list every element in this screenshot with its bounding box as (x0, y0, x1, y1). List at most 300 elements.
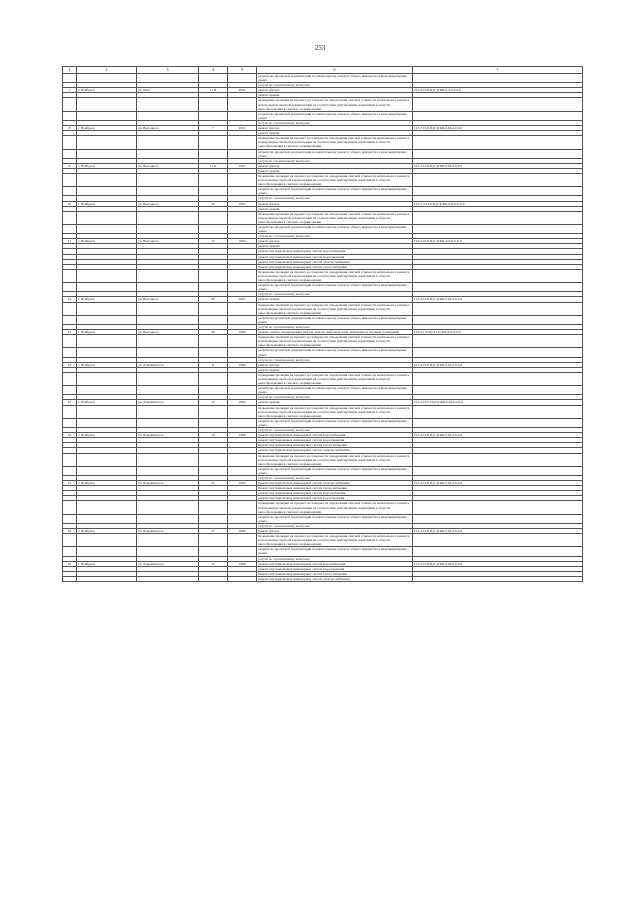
work-cell: услуги по строительному контролю (257, 158, 413, 163)
empty-cell (137, 514, 199, 523)
work-cell: проведение проверки на предмет достоверности определения сметной стоимости капитального ремонта или проверки сметной документации на соответствие действующим нормативам в области ценообразования в сметного нормирования (257, 136, 413, 149)
empty-cell (413, 136, 583, 149)
empty-cell (228, 136, 257, 149)
empty-cell (77, 149, 137, 158)
year-cell: 1988 (228, 433, 257, 438)
city-cell: г. Ноябрьск (77, 481, 137, 486)
empty-cell (137, 335, 199, 348)
empty-cell (413, 576, 583, 581)
empty-cell (137, 315, 199, 324)
table-row (63, 136, 583, 149)
year-cell: 1988 (228, 561, 257, 566)
empty-cell (77, 98, 137, 111)
empty-cell (137, 187, 199, 196)
empty-cell (77, 576, 137, 581)
work-cell: разработка проектной документации на капитальному ремонту общего имущества в многоквартирных домах (257, 111, 413, 120)
work-cell: услуги по строительному контролю (257, 556, 413, 561)
empty-cell (228, 149, 257, 158)
code-cell: П-9-2-П-8-П,[С]СКБ-Л-0-0-0-0-0 (413, 239, 583, 244)
work-cell: услуги по строительному контролю (257, 83, 413, 88)
table-row (63, 283, 583, 292)
work-cell: проведение проверки на предмет достоверности определения сметной стоимости капитального ремонта или проверки сметной документации на соответствие действующим нормативам в области ценообразования в сметного нормирования (257, 405, 413, 418)
empty-cell (413, 372, 583, 385)
header-cell: 4 (199, 67, 228, 74)
empty-cell (228, 173, 257, 186)
year-cell: 1992 (228, 481, 257, 486)
empty-cell (137, 386, 199, 395)
work-cell: ремонт внутридомовых инженерных систем водоотведения (257, 438, 413, 443)
empty-cell (228, 386, 257, 395)
code-cell: П-5-6-П-8-П,[С]СКБ-0-0-0-0-0-0 (413, 88, 583, 93)
empty-cell (137, 453, 199, 466)
city-cell: г. Ноябрьск (77, 239, 137, 244)
empty-cell (137, 418, 199, 427)
table-row (63, 386, 583, 395)
work-cell: Ремонт внутридомовых инженерных систем теплоснабжения (257, 264, 413, 269)
table-row (63, 466, 583, 475)
house-cell: 33 (199, 561, 228, 566)
work-cell: разработка проектной документации на капитальному ремонту общего имущества в многоквартирных домах (257, 386, 413, 395)
work-cell: ремонт крыши (257, 168, 413, 173)
year-cell: 1993 (228, 400, 257, 405)
work-cell: проведение проверки на предмет достоверности определения сметной стоимости капитального ремонта или проверки сметной документации на соответствие действующим нормативам в области ценообразования в сметного нормирования (257, 501, 413, 514)
work-cell: ремонт крыши (257, 131, 413, 136)
empty-cell (137, 372, 199, 385)
work-cell: Ремонт внутридомовых инженерных систем теплоснабжения (257, 443, 413, 448)
city-cell: г. Ноябрьск (77, 433, 137, 438)
work-cell: ремонт внутридомовых инженерных систем электроснабжения (257, 448, 413, 453)
work-cell: Ремонт внутридомовых инженерных систем теплоснабжения (257, 571, 413, 576)
empty-cell (77, 211, 137, 224)
row-number-cell: 18 (63, 529, 77, 534)
table-row (63, 453, 583, 466)
code-cell: П-5-2-П-С-П,[С]СКБ-0-М-0-0-0-0 (413, 400, 583, 405)
empty-cell (63, 418, 77, 427)
work-cell: разработка проектной документации на капитальному ремонту общего имущества в многоквартирных домах (257, 547, 413, 556)
code-cell: П-5-7-2-П-9-П,[С]СКБ-Л-0-0-0-0-0 (413, 201, 583, 206)
code-cell: П-5-7-П-8-П,[С]СКБ-0-М-0-0-0-0 (413, 126, 583, 131)
year-cell: 1994 (228, 239, 257, 244)
street-cell: ул. Высоцкого (137, 201, 199, 206)
empty-cell (199, 501, 228, 514)
work-cell: ремонт внутридомовых инженерных систем водоотведения (257, 566, 413, 571)
header-cell: 3 (137, 67, 199, 74)
work-cell: ремонт крыши (257, 244, 413, 249)
work-cell: ремонт внутридомовых инженерных систем электроснабжения (257, 259, 413, 264)
city-cell: г. Ноябрьск (77, 529, 137, 534)
empty-cell (77, 348, 137, 357)
empty-cell (228, 501, 257, 514)
row-number-cell: 13 (63, 330, 77, 335)
table-row (63, 302, 583, 315)
house-cell: 21 (199, 481, 228, 486)
work-cell: ремонт, замена, модернизация лифтов, ремонт лифтовых шахт, машинных и блочных помещений (257, 330, 413, 335)
row-number-cell: 15 (63, 400, 77, 405)
work-cell: услуги по строительному контролю (257, 475, 413, 480)
empty-cell (413, 348, 583, 357)
work-cell: услуги по строительному контролю (257, 395, 413, 400)
empty-cell (413, 269, 583, 282)
empty-cell (228, 453, 257, 466)
empty-cell (77, 501, 137, 514)
empty-cell (137, 283, 199, 292)
street-cell: ул. Дзержинского (137, 529, 199, 534)
empty-cell (63, 453, 77, 466)
work-cell: услуги по строительному контролю (257, 196, 413, 201)
empty-cell (77, 283, 137, 292)
empty-cell (137, 211, 199, 224)
work-cell: ремонт фасада (257, 88, 413, 93)
table-row (63, 187, 583, 196)
table-row (63, 514, 583, 523)
city-cell: г. Ноябрьск (77, 561, 137, 566)
empty-cell (199, 386, 228, 395)
work-cell: Ремонт внутридомовых инженерных систем теплоснабжения (257, 486, 413, 491)
empty-cell (63, 372, 77, 385)
street-cell: ул. Высоцкого (137, 239, 199, 244)
empty-cell (199, 372, 228, 385)
empty-cell (137, 501, 199, 514)
table-row (63, 269, 583, 282)
empty-cell (413, 547, 583, 556)
work-cell: услуги по строительному контролю (257, 428, 413, 433)
work-cell: разработка проектной документации на капитальному ремонту общего имущества в многоквартирных домах (257, 466, 413, 475)
empty-cell (63, 386, 77, 395)
table-row (63, 547, 583, 556)
empty-cell (137, 348, 199, 357)
house-cell: 36 (199, 330, 228, 335)
work-cell: разработка проектной документации на капитальному ремонту общего имущества в многоквартирных домах (257, 225, 413, 234)
work-cell: услуги по строительному контролю (257, 523, 413, 528)
empty-cell (77, 466, 137, 475)
empty-cell (137, 173, 199, 186)
row-number-cell: 7 (63, 88, 77, 93)
empty-cell (137, 269, 199, 282)
house-cell: 22 (199, 239, 228, 244)
empty-cell (228, 348, 257, 357)
empty-cell (63, 111, 77, 120)
empty-cell (63, 348, 77, 357)
table-row (63, 534, 583, 547)
empty-cell (137, 111, 199, 120)
empty-cell (199, 283, 228, 292)
row-number-cell: 16 (63, 433, 77, 438)
empty-cell (77, 372, 137, 385)
row-number-cell: 17 (63, 481, 77, 486)
empty-cell (63, 501, 77, 514)
work-cell: услуги по строительному контролю (257, 120, 413, 125)
year-cell: 1997 (228, 201, 257, 206)
empty-cell (77, 418, 137, 427)
header-cell: 5 (228, 67, 257, 74)
code-cell: П-5-6-П-8-П,[С]СКБ-0-М-0-0-0-0 (413, 481, 583, 486)
street-cell: ул. Дзержинского (137, 433, 199, 438)
empty-cell (63, 547, 77, 556)
row-number-cell: 11 (63, 239, 77, 244)
city-cell: г. Ноябрьск (77, 163, 137, 168)
empty-cell (413, 283, 583, 292)
city-cell: г. Ноябрьск (77, 400, 137, 405)
year-cell: 1991 (228, 163, 257, 168)
empty-cell (413, 501, 583, 514)
empty-cell (63, 405, 77, 418)
table-row (63, 315, 583, 324)
table-row (63, 372, 583, 385)
work-cell: ремонт внутридомовых инженерных систем водоснабжения (257, 491, 413, 496)
empty-cell (199, 187, 228, 196)
table-row (63, 418, 583, 427)
empty-cell (228, 547, 257, 556)
empty-cell (199, 576, 228, 581)
house-cell: 19 (199, 433, 228, 438)
empty-cell (63, 514, 77, 523)
table-row (63, 501, 583, 514)
empty-cell (137, 149, 199, 158)
empty-cell (63, 136, 77, 149)
table-row (63, 405, 583, 418)
empty-cell (228, 74, 257, 83)
header-row (63, 67, 583, 74)
row-number-cell: 19 (63, 561, 77, 566)
empty-cell (199, 173, 228, 186)
empty-cell (137, 136, 199, 149)
year-cell: 1989 (228, 529, 257, 534)
empty-cell (199, 335, 228, 348)
empty-cell (137, 98, 199, 111)
work-cell: ремонт внутридомовых инженерных систем водоснабжения (257, 433, 413, 438)
empty-cell (77, 173, 137, 186)
empty-cell (63, 283, 77, 292)
work-cell: проведение проверки на предмет достоверности определения сметной стоимости капитального ремонта или проверки сметной документации на соответствие действующим нормативам в области ценообразования в сметного нормирования (257, 372, 413, 385)
year-cell: 1996 (228, 330, 257, 335)
work-cell: проведение проверки на предмет достоверности определения сметной стоимости капитального ремонта или проверки сметной документации на соответствие действующим нормативам в области ценообразования в сметного нормирования (257, 534, 413, 547)
empty-cell (199, 514, 228, 523)
year-cell: 1991 (228, 126, 257, 131)
street-cell: ул. Дзержинского (137, 400, 199, 405)
empty-cell (77, 187, 137, 196)
work-cell: ремонт крыши (257, 297, 413, 302)
empty-cell (228, 335, 257, 348)
header-cell: 7 (413, 67, 583, 74)
work-cell: ремонт фасада (257, 126, 413, 131)
code-cell: П-5-6-П-8-П,[С]СКБ-0-М-0-0-0-0 (413, 297, 583, 302)
row-number-cell: 8 (63, 126, 77, 131)
empty-cell (63, 302, 77, 315)
work-cell: проведение проверки на предмет достоверности определения сметной стоимости капитального ремонта или проверки сметной документации на соответствие действующим нормативам в области ценообразования в сметного нормирования (257, 98, 413, 111)
street-cell: ул. Шев (137, 88, 199, 93)
house-cell: 37 (199, 529, 228, 534)
work-cell: услуги по строительному контролю (257, 357, 413, 362)
code-cell: П-5-7-П-8-П,[С]СКБ-0-М-0-0-0-0 (413, 163, 583, 168)
empty-cell (228, 211, 257, 224)
work-cell: проведение проверки на предмет достоверности определения сметной стоимости капитального ремонта или проверки сметной документации на соответствие действующим нормативам в области ценообразования в сметного нормирования (257, 335, 413, 348)
empty-cell (63, 576, 77, 581)
street-cell: ул. Дзержинского (137, 362, 199, 367)
empty-cell (77, 547, 137, 556)
empty-cell (199, 302, 228, 315)
empty-cell (63, 466, 77, 475)
empty-cell (137, 405, 199, 418)
empty-cell (228, 225, 257, 234)
table-row (63, 211, 583, 224)
empty-cell (413, 225, 583, 234)
work-cell: ремонт крыши (257, 93, 413, 98)
empty-cell (228, 534, 257, 547)
work-cell: разработка проектной документации на капитальному ремонту общего имущества в многоквартирных домах (257, 514, 413, 523)
table-body (63, 67, 583, 582)
work-cell: ремонт внутридомовых инженерных систем водоснабжения (257, 249, 413, 254)
empty-cell (228, 187, 257, 196)
street-cell: ул. Дзержинского (137, 561, 199, 566)
continuation-row (63, 74, 583, 83)
work-cell: разработка проектной документации на капитальному ремонту общего имущества в многоквартирных домах (257, 283, 413, 292)
code-cell: П-9-2-(Эс-0)-0-П,СКБ-Л-0-0-0-0 (413, 330, 583, 335)
empty-cell (413, 315, 583, 324)
street-cell: ул. Высоцкого (137, 330, 199, 335)
empty-cell (413, 453, 583, 466)
house-cell: 28 (199, 297, 228, 302)
work-cell: услуги по строительному контролю (257, 234, 413, 239)
table-row (63, 149, 583, 158)
empty-cell (63, 211, 77, 224)
empty-cell (199, 534, 228, 547)
empty-cell (413, 405, 583, 418)
empty-cell (199, 98, 228, 111)
empty-cell (63, 74, 77, 83)
year-cell: 2002 (228, 88, 257, 93)
empty-cell (63, 98, 77, 111)
year-cell: 1991 (228, 297, 257, 302)
table-row (63, 225, 583, 234)
street-cell: ул. Высоцкого (137, 163, 199, 168)
empty-cell (228, 418, 257, 427)
empty-cell (228, 315, 257, 324)
empty-cell (413, 211, 583, 224)
house-cell: 17 В (199, 88, 228, 93)
work-cell: проведение проверки на предмет достоверности определения сметной стоимости капитального ремонта или проверки сметной документации на соответствие действующим нормативам в области ценообразования в сметного нормирования (257, 173, 413, 186)
empty-cell (199, 225, 228, 234)
empty-cell (199, 418, 228, 427)
empty-cell (228, 269, 257, 282)
house-cell: 11 А (199, 163, 228, 168)
city-cell: г. Ноябрьск (77, 297, 137, 302)
work-cell: разработка проектной документации на капитальному ремонту общего имущества в многоквартирных домах (257, 418, 413, 427)
empty-cell (199, 348, 228, 357)
empty-cell (413, 187, 583, 196)
empty-cell (228, 405, 257, 418)
street-cell: ул. Дзержинского (137, 481, 199, 486)
empty-cell (77, 534, 137, 547)
empty-cell (413, 514, 583, 523)
empty-cell (413, 111, 583, 120)
repair-schedule-table (62, 66, 583, 582)
work-cell: ремонт внутридомовых инженерных систем электроснабжения (257, 576, 413, 581)
table-row (63, 173, 583, 186)
city-cell: г. Ноябрьск (77, 362, 137, 367)
header-cell: 1 (63, 67, 77, 74)
code-cell: П-5-2-П-8-П,[С]СКБ-0-М-0-0-0-0 (413, 561, 583, 566)
empty-cell (199, 547, 228, 556)
empty-cell (413, 74, 583, 83)
work-cell: услуги по строительному контролю (257, 292, 413, 297)
empty-cell (77, 269, 137, 282)
row-number-cell: 9 (63, 163, 77, 168)
city-cell: г. Ноябрьск (77, 126, 137, 131)
row-number-cell: 12 (63, 297, 77, 302)
empty-cell (228, 514, 257, 523)
empty-cell (63, 335, 77, 348)
empty-cell (413, 386, 583, 395)
street-cell: ул. Высоцкого (137, 297, 199, 302)
empty-cell (199, 453, 228, 466)
empty-cell (199, 111, 228, 120)
work-cell: разработка проектной документации на капитальному ремонту общего имущества в многоквартирных домах (257, 149, 413, 158)
empty-cell (63, 534, 77, 547)
house-cell: 11 (199, 362, 228, 367)
row-number-cell: 14 (63, 362, 77, 367)
code-cell: П-5-2-П-8-П,[С]СКБ-0-М-0-0-0-0 (413, 529, 583, 534)
empty-cell (77, 111, 137, 120)
empty-cell (63, 315, 77, 324)
empty-cell (77, 225, 137, 234)
empty-cell (137, 576, 199, 581)
work-cell: ремонт внутридомовых инженерных систем водоотведения (257, 496, 413, 501)
empty-cell (77, 335, 137, 348)
empty-cell (77, 315, 137, 324)
empty-cell (63, 225, 77, 234)
work-cell: проведение проверки на предмет достоверности определения сметной стоимости капитального ремонта или проверки сметной документации на соответствие действующим нормативам в области ценообразования в сметного нормирования (257, 211, 413, 224)
work-cell: ремонт внутридомовых инженерных систем водоснабжения (257, 561, 413, 566)
work-cell: разработка проектной документации на капитальному ремонту общего имущества в многоквартирных домах (257, 74, 413, 83)
empty-cell (228, 302, 257, 315)
empty-cell (228, 576, 257, 581)
empty-cell (228, 98, 257, 111)
empty-cell (77, 136, 137, 149)
empty-cell (77, 74, 137, 83)
work-cell: ремонт крыши (257, 400, 413, 405)
city-cell: г. Ноябрьск (77, 330, 137, 335)
empty-cell (413, 418, 583, 427)
empty-cell (77, 386, 137, 395)
empty-cell (228, 283, 257, 292)
city-cell: г. Ноябрьск (77, 201, 137, 206)
work-cell: ремонт фасада (257, 163, 413, 168)
street-cell: ул. Высоцкого (137, 126, 199, 131)
empty-cell (413, 173, 583, 186)
work-cell: ремонт крыши (257, 206, 413, 211)
work-cell: ремонт внутридомовых инженерных систем водоотведения (257, 254, 413, 259)
empty-cell (77, 302, 137, 315)
header-cell: 2 (77, 67, 137, 74)
table-row (63, 98, 583, 111)
empty-cell (199, 315, 228, 324)
work-cell: разработка проектной документации на капитальному ремонту общего имущества в многоквартирных домах (257, 315, 413, 324)
work-cell: ремонт внутридомовых инженерных систем электроснабжения (257, 481, 413, 486)
empty-cell (137, 534, 199, 547)
work-cell: разработка проектной документации на капитальному ремонту общего имущества в многоквартирных домах (257, 187, 413, 196)
city-cell: г. Ноябрьск (77, 88, 137, 93)
work-cell: ремонт фасада (257, 239, 413, 244)
empty-cell (137, 74, 199, 83)
empty-cell (413, 98, 583, 111)
work-cell: услуги по строительному контролю (257, 324, 413, 329)
house-cell: 20 (199, 201, 228, 206)
empty-cell (63, 187, 77, 196)
empty-cell (199, 269, 228, 282)
code-cell: П-5-6-П-8-П,[С]СКБ-0-М-0-0-0-0 (413, 362, 583, 367)
empty-cell (413, 149, 583, 158)
work-cell: ремонт фасада (257, 362, 413, 367)
